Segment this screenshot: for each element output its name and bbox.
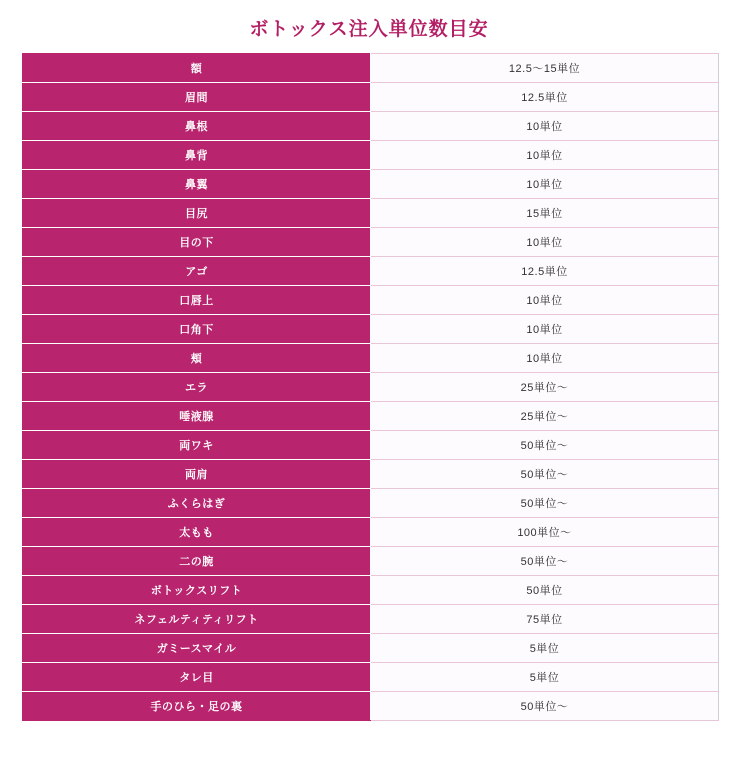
row-label: 太もも	[23, 518, 371, 547]
row-value: 10単位	[371, 315, 719, 344]
row-value: 25単位〜	[371, 402, 719, 431]
row-label: エラ	[23, 373, 371, 402]
table-row	[23, 518, 719, 547]
row-label: ふくらはぎ	[23, 489, 371, 518]
row-label: タレ目	[23, 663, 371, 692]
row-value: 12.5単位	[371, 83, 719, 112]
row-label: アゴ	[23, 257, 371, 286]
row-value: 15単位	[371, 199, 719, 228]
table-row	[23, 489, 719, 518]
table-row	[23, 83, 719, 112]
table-row	[23, 141, 719, 170]
row-value: 10単位	[371, 228, 719, 257]
row-value: 25単位〜	[371, 373, 719, 402]
table-row	[23, 547, 719, 576]
row-label: 二の腕	[23, 547, 371, 576]
row-value: 12.5〜15単位	[371, 54, 719, 83]
row-label: 口角下	[23, 315, 371, 344]
table-row	[23, 170, 719, 199]
row-value: 10単位	[371, 344, 719, 373]
table-row	[23, 112, 719, 141]
table-row	[23, 257, 719, 286]
row-label: 鼻根	[23, 112, 371, 141]
row-value: 50単位〜	[371, 692, 719, 721]
row-label: 口唇上	[23, 286, 371, 315]
table-row	[23, 315, 719, 344]
table-row	[23, 286, 719, 315]
row-label: 眉間	[23, 83, 371, 112]
row-value: 50単位〜	[371, 489, 719, 518]
row-value: 10単位	[371, 112, 719, 141]
row-value: 10単位	[371, 170, 719, 199]
row-label: ガミースマイル	[23, 634, 371, 663]
table-row	[23, 576, 719, 605]
page-title: ボトックス注入単位数目安	[249, 19, 489, 40]
row-value: 75単位	[371, 605, 719, 634]
row-label: 頬	[23, 344, 371, 373]
table-row	[23, 692, 719, 721]
row-value: 5単位	[371, 663, 719, 692]
table-row	[23, 605, 719, 634]
row-value: 10単位	[371, 141, 719, 170]
row-value: 100単位〜	[371, 518, 719, 547]
row-label: 目尻	[23, 199, 371, 228]
row-label: 手のひら・足の裏	[23, 692, 371, 721]
row-value: 50単位〜	[371, 431, 719, 460]
botox-units-table	[22, 53, 719, 721]
row-label: ネフェルティティリフト	[23, 605, 371, 634]
table-row	[23, 402, 719, 431]
row-label: 唾液腺	[23, 402, 371, 431]
table-row	[23, 634, 719, 663]
row-value: 10単位	[371, 286, 719, 315]
row-label: 額	[23, 54, 371, 83]
row-label: 両肩	[23, 460, 371, 489]
table-container	[0, 53, 738, 721]
row-label: 両ワキ	[23, 431, 371, 460]
row-label: 鼻背	[23, 141, 371, 170]
table-row	[23, 431, 719, 460]
table-row	[23, 199, 719, 228]
row-label: ボトックスリフト	[23, 576, 371, 605]
table-row	[23, 373, 719, 402]
table-row	[23, 460, 719, 489]
row-label: 目の下	[23, 228, 371, 257]
table-row	[23, 663, 719, 692]
row-label: 鼻翼	[23, 170, 371, 199]
table-row	[23, 228, 719, 257]
row-value: 50単位	[371, 576, 719, 605]
table-row	[23, 344, 719, 373]
table-body	[23, 54, 719, 721]
row-value: 50単位〜	[371, 547, 719, 576]
table-row	[23, 54, 719, 83]
row-value: 5単位	[371, 634, 719, 663]
row-value: 50単位〜	[371, 460, 719, 489]
row-value: 12.5単位	[371, 257, 719, 286]
